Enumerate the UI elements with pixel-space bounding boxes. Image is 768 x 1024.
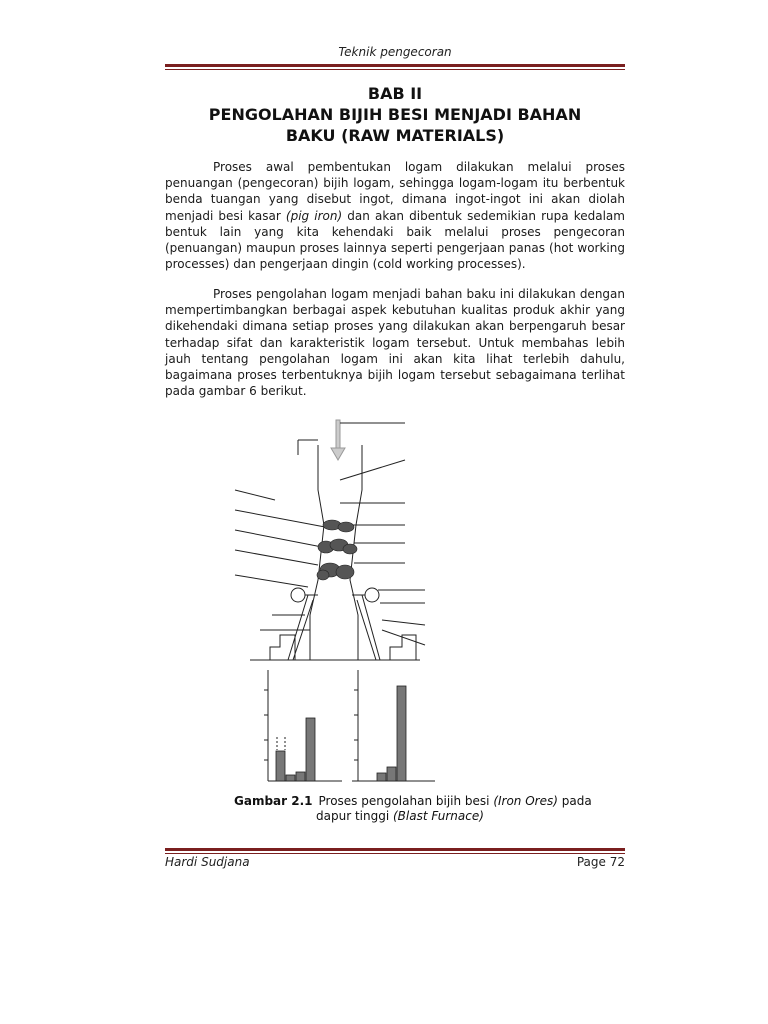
right-bar-1 [387, 767, 396, 781]
right-bar-2 [397, 686, 406, 781]
header-rule-thin [165, 69, 625, 70]
footer-rule-thin [165, 853, 625, 854]
chapter-title [165, 83, 625, 146]
chapter-label: BAB II [367, 84, 423, 103]
left-bar-0 [276, 751, 285, 781]
header-rule-thick [165, 64, 625, 67]
caption-label: Gambar 2.1 [234, 794, 313, 808]
paragraph-1-text-b: dan akan dibentuk sedemikian rupa kedalam bentuk lain yang kita kehendaki baik melalui proses pengecoran (penuangan) maupun proses lainnya seperti pengerjaan panas (hot working processes) dan pengerjaan dingin (cold working processes). [165, 208, 625, 272]
chapter-title-line1: PENGOLAHAN BIJIH BESI MENJADI BAHAN [208, 105, 582, 124]
paragraph-1-italic: (pig iron) [285, 208, 343, 223]
left-bar-3 [306, 718, 315, 781]
paragraph-2-text: Proses pengolahan logam menjadi bahan baku ini dilakukan dengan mempertimbangkan berbagai aspek kebutuhan kualitas produk akhir yang dikehendaki dimana setiap proses yang dilakukan akan berpengaruh besar terhadap sifat dan karakteristik logam tersebut. Untuk membahas lebih jauh tentang pengolahan logam ini akan kita lihat terlebih dahulu, bagaimana proses terbentuknya bijih logam tersebut sebagaimana terlihat pada gambar 6 berikut. [165, 287, 625, 399]
paragraph-1-text-a: Proses awal pembentukan logam dilakukan melalui proses penuangan (pengecoran) bijih logam, sehingga logam-logam itu berbentuk benda tuangan yang disebut ingot, dimana ingot-ingot ini akan diolah menjadi besi kasar [165, 160, 625, 223]
right-bar-chart [377, 686, 406, 781]
left-bar-1 [286, 775, 295, 781]
caption-text-b: pada [557, 794, 592, 808]
page-number: Page 72 [576, 855, 625, 869]
footer-rule-thick [165, 848, 625, 851]
caption-text-c: dapur tinggi [316, 809, 393, 823]
caption-italic-1: (Iron Ores) [493, 794, 558, 808]
caption-italic-2: (Blast Furnace) [392, 809, 484, 823]
blast-furnace-diagram [230, 415, 440, 785]
blast-furnace-figure [230, 415, 440, 785]
figure-caption [234, 794, 614, 824]
caption-text-a: Proses pengolahan bijih besi [318, 794, 494, 808]
chapter-title-line2: BAKU (RAW MATERIALS) [285, 126, 505, 145]
left-bar-chart [276, 718, 315, 781]
footer-author: Hardi Sudjana [165, 855, 250, 869]
running-header: Teknik pengecoran [338, 45, 452, 59]
paragraph-1 [165, 159, 625, 272]
right-bar-0 [377, 773, 386, 781]
paragraph-2 [165, 286, 625, 399]
left-bar-2 [296, 772, 305, 781]
